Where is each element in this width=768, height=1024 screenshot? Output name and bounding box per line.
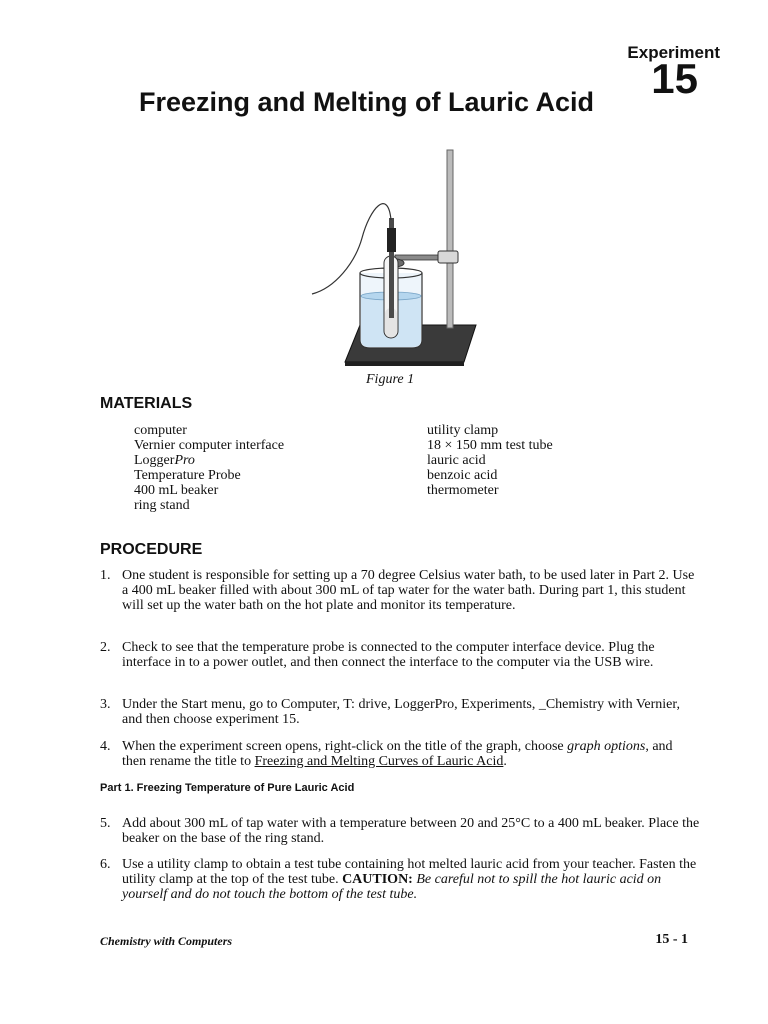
material-item: 18 × 150 mm test tube (427, 438, 553, 453)
clamp-knob (438, 251, 458, 263)
footer-page-number: 15 - 1 (655, 932, 688, 947)
materials-heading: MATERIALS (100, 395, 193, 412)
material-item: LoggerPro (134, 453, 195, 468)
probe-handle (387, 228, 396, 252)
material-item: utility clamp (427, 423, 499, 438)
part1-heading: Part 1. Freezing Temperature of Pure Lauric Acid (100, 782, 355, 794)
procedure-step-2: 2. Check to see that the temperature probe is connected to the computer interface device. Plug the interface in to a power outlet, and then connect the interface to the computer via the USB wire. (100, 640, 655, 670)
ring-stand-base-edge (345, 362, 464, 366)
material-item: Vernier computer interface (134, 438, 285, 453)
material-item: ring stand (134, 498, 190, 513)
procedure-heading: PROCEDURE (100, 541, 203, 558)
procedure-step-3: 3. Under the Start menu, go to Computer, T: drive, LoggerPro, Experiments, _Chemistry with Vernier, and then choose experiment 15. (100, 697, 680, 727)
material-item: Temperature Probe (134, 468, 241, 483)
material-item: benzoic acid (427, 468, 498, 483)
experiment-label: Experiment (627, 43, 720, 62)
material-item: lauric acid (427, 453, 486, 468)
apparatus-figure (300, 148, 480, 368)
ring-stand-rod (447, 150, 453, 328)
page-title: Freezing and Melting of Lauric Acid (139, 87, 595, 117)
figure-caption: Figure 1 (366, 372, 415, 387)
experiment-number: 15 (651, 55, 698, 102)
procedure-step-4: 4. When the experiment screen opens, right-click on the title of the graph, choose graph options, and then rename the title to Freezing and Melting Curves of Lauric Acid. (100, 739, 673, 769)
footer-book-title: Chemistry with Computers (100, 934, 233, 948)
procedure-step-1: 1. One student is responsible for setting up a 70 degree Celsius water bath, to be used later in Part 2. Use a 400 mL beaker filled with about 300 mL of tap water for the water bath. During part 1, this student will set up the water bath on the hot plate and monitor its temperature. (100, 568, 695, 613)
material-item: 400 mL beaker (134, 483, 219, 498)
material-item: thermometer (427, 483, 499, 498)
material-item: computer (134, 423, 187, 438)
procedure-step-6: 6. Use a utility clamp to obtain a test tube containing hot melted lauric acid from your teacher. Fasten the utility clamp at the top of the test tube. CAUTION: Be careful not to spill the hot lauric acid on yourself and do not touch the bottom of the test tube. (100, 857, 697, 902)
graph-title-text: Freezing and Melting Curves of Lauric Acid (254, 754, 504, 769)
procedure-step-5: 5. Add about 300 mL of tap water with a temperature between 20 and 25°C to a 400 mL beaker. Place the beaker on the base of the ring stand. (100, 816, 700, 846)
materials-list-left (134, 423, 284, 513)
materials-list-right (427, 423, 553, 498)
